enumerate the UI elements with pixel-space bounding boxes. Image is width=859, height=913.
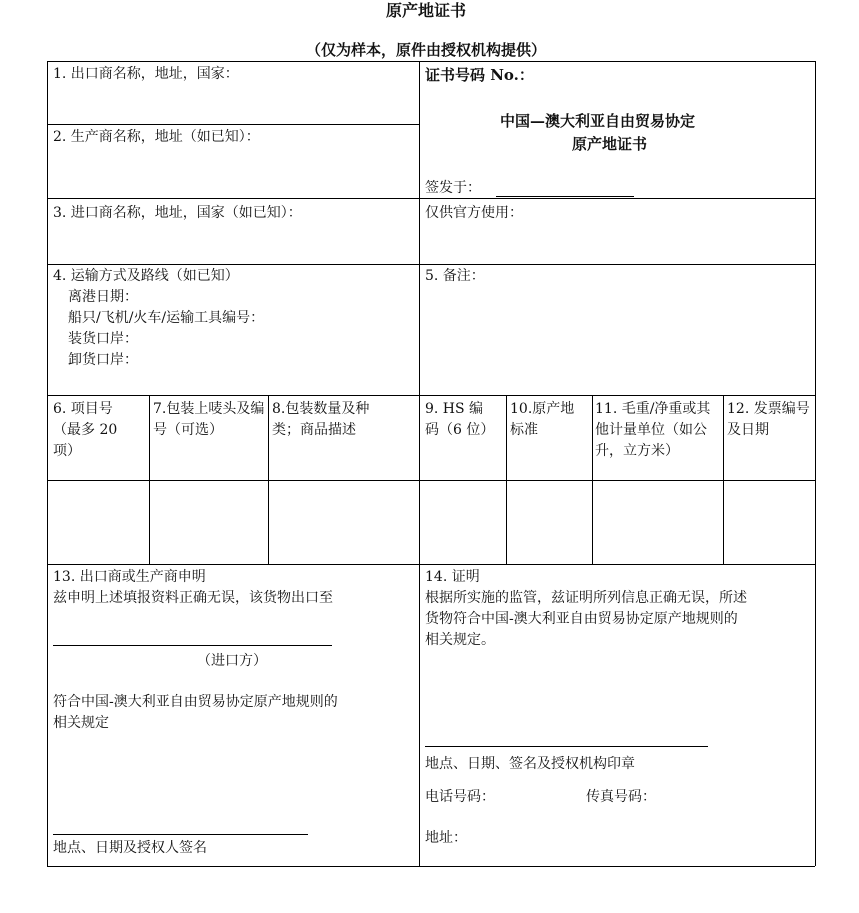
vessel-number-label: 船只/飞机/火车/运输工具编号： (68, 310, 265, 326)
transport-label: 4. 运输方式及路线（如已知） (53, 268, 239, 284)
certification-text-line2: 货物符合中国-澳大利亚自由贸易协定原产地规则的 (425, 611, 738, 627)
conformity-line1: 符合中国-澳大利亚自由贸易协定原产地规则的 (53, 694, 338, 710)
official-use-label: 仅供官方使用： (425, 205, 523, 221)
hs-code-header: 9. HS 编码（6 位） (425, 401, 495, 438)
certification-signature-label: 地点、日期、签名及授权机构印章 (425, 756, 635, 772)
exporter-label: 1. 出口商名称，地址，国家： (53, 66, 239, 82)
certification-text-line1: 根据所实施的监管，兹证明所列信息正确无误，所述 (425, 590, 747, 606)
issued-in-label: 签发于： (425, 180, 481, 196)
agreement-title-line2: 原产地证书 (572, 135, 648, 153)
certificate-number-label: 证书号码 No.： (425, 66, 534, 84)
address-label: 地址： (425, 830, 467, 846)
phone-label: 电话号码： (425, 789, 495, 805)
remarks-label: 5. 备注： (425, 268, 485, 284)
issued-in-line (496, 196, 634, 197)
origin-criterion-header: 10.原产地标准 (510, 401, 575, 438)
declaration-signature-line (53, 834, 308, 835)
importer-label: 3. 进口商名称，地址，国家（如已知）： (53, 205, 302, 221)
item-number-header: 6. 项目号（最多 20 项） (53, 401, 118, 459)
certification-label: 14. 证明 (425, 569, 480, 585)
declaration-statement: 兹申明上述填报资料正确无误，该货物出口至 (53, 590, 333, 606)
conformity-line2: 相关规定 (53, 715, 109, 731)
agreement-title-line1: 中国—澳大利亚自由贸易协定 (500, 112, 696, 130)
packages-description-header: 8.包装数量及种类；商品描述 (272, 401, 370, 438)
importing-party-line (53, 645, 332, 646)
document-title: 原产地证书 (386, 1, 467, 20)
departure-date-label: 离港日期： (68, 289, 138, 305)
certification-text-line3: 相关规定。 (425, 632, 495, 648)
producer-label: 2. 生产商名称，地址（如已知）： (53, 129, 260, 145)
document-subtitle: （仅为样本，原件由授权机构提供） (306, 41, 547, 59)
declaration-signature-label: 地点、日期及授权人签名 (53, 840, 207, 856)
importing-party-label: （进口方） (197, 653, 267, 669)
marks-numbers-header: 7.包装上唛头及编号（可选） (153, 401, 265, 438)
invoice-header: 12. 发票编号及日期 (727, 401, 810, 438)
fax-label: 传真号码： (586, 789, 656, 805)
weight-quantity-header: 11. 毛重/净重或其他计量单位（如公升，立方米） (595, 401, 711, 459)
discharge-port-label: 卸货口岸： (68, 352, 138, 368)
certification-signature-line (425, 746, 708, 747)
declaration-label: 13. 出口商或生产商申明 (53, 569, 206, 585)
loading-port-label: 装货口岸： (68, 331, 138, 347)
